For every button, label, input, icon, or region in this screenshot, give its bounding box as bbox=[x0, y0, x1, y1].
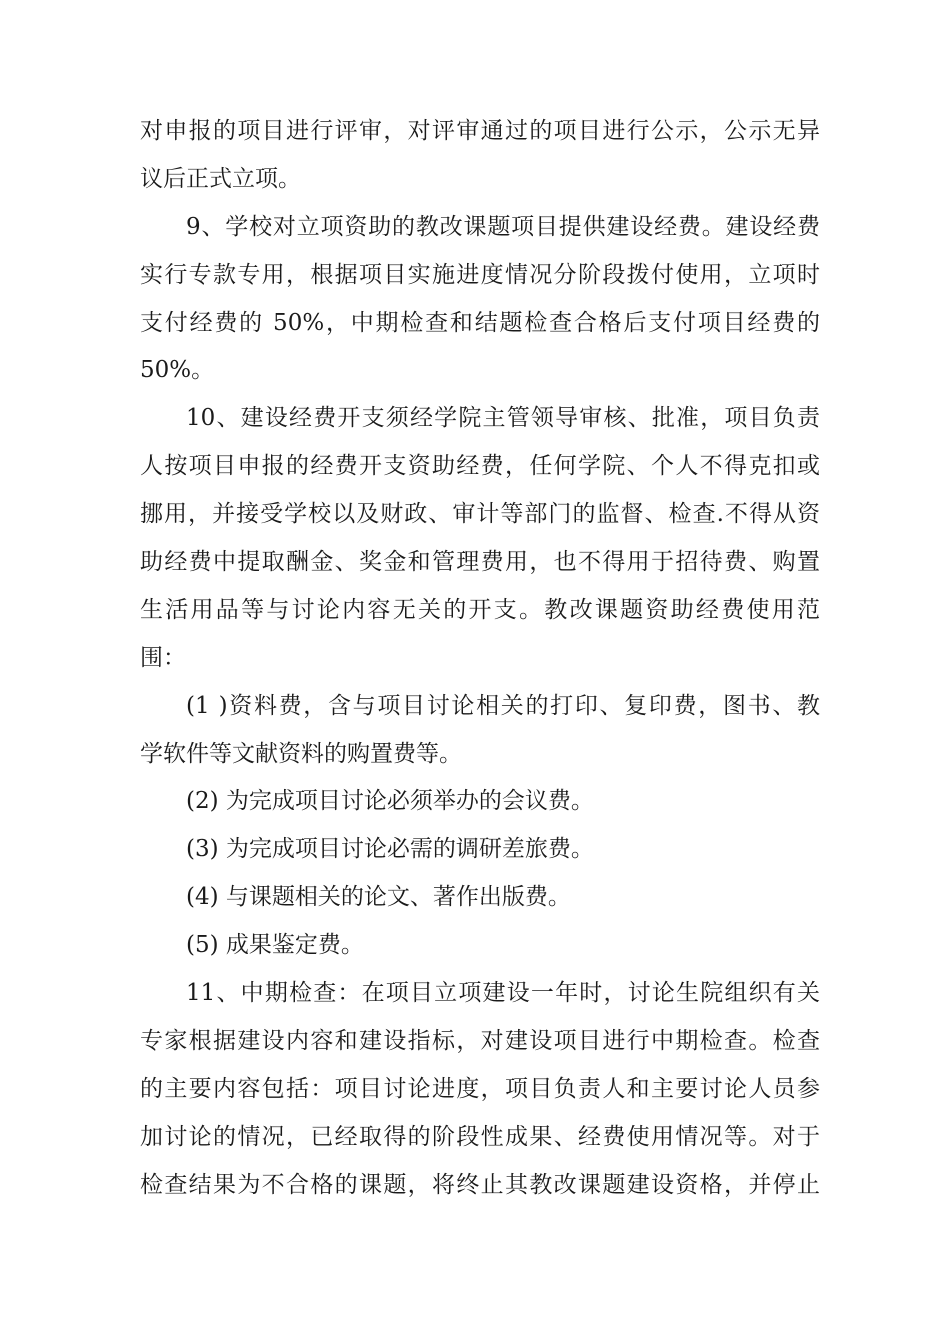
text-line bbox=[140, 204, 820, 252]
text-line bbox=[140, 1114, 820, 1162]
text-line-content: 人按项目申报的经费开支资助经费，任何学院、个人不得克扣或 bbox=[140, 453, 820, 480]
text-line bbox=[140, 778, 820, 826]
text-line-content: (5) 成果鉴定费。 bbox=[186, 932, 364, 959]
text-line bbox=[140, 539, 820, 587]
text-line bbox=[140, 826, 820, 874]
text-line bbox=[140, 491, 820, 539]
text-line bbox=[140, 731, 820, 779]
text-line-content: 加讨论的情况，已经取得的阶段性成果、经费使用情况等。对于 bbox=[140, 1123, 820, 1150]
text-line bbox=[140, 443, 820, 491]
text-line bbox=[140, 874, 820, 922]
text-line bbox=[140, 300, 820, 348]
text-line bbox=[140, 108, 820, 156]
text-line bbox=[140, 635, 820, 683]
text-line-content: 支付经费的 50%，中期检查和结题检查合格后支付项目经费的 bbox=[140, 309, 820, 336]
text-line-content: 学软件等文献资料的购置费等。 bbox=[140, 740, 462, 767]
text-line bbox=[140, 683, 820, 731]
text-line-content: 围： bbox=[140, 644, 186, 671]
text-line-content: (1 )资料费，含与项目讨论相关的打印、复印费，图书、教 bbox=[186, 692, 820, 719]
text-line-content: 生活用品等与讨论内容无关的开支。教改课题资助经费使用范 bbox=[140, 596, 820, 623]
text-line bbox=[140, 156, 820, 204]
text-line bbox=[140, 1162, 820, 1210]
text-line-content: 9、学校对立项资助的教改课题项目提供建设经费。建设经费 bbox=[186, 213, 820, 240]
text-line bbox=[140, 922, 820, 970]
text-line-content: 检查结果为不合格的课题，将终止其教改课题建设资格，并停止 bbox=[140, 1171, 820, 1198]
text-line-content: 专家根据建设内容和建设指标，对建设项目进行中期检查。检查 bbox=[140, 1027, 820, 1054]
text-line-content: 10、建设经费开支须经学院主管领导审核、批准，项目负责 bbox=[186, 405, 820, 432]
text-line-content: 50%。 bbox=[140, 357, 215, 384]
text-line-content: (4) 与课题相关的论文、著作出版费。 bbox=[186, 884, 571, 911]
text-line-content: 挪用，并接受学校以及财政、审计等部门的监督、检查.不得从资 bbox=[140, 501, 820, 528]
text-line-content: 对申报的项目进行评审，对评审通过的项目进行公示，公示无异 bbox=[140, 118, 820, 144]
document-body bbox=[140, 108, 820, 1209]
text-line bbox=[140, 1018, 820, 1066]
text-line-content: 实行专款专用，根据项目实施进度情况分阶段拨付使用，立项时 bbox=[140, 261, 820, 288]
text-line-content: 议后正式立项。 bbox=[140, 165, 301, 192]
text-line-content: (3) 为完成项目讨论必需的调研差旅费。 bbox=[186, 836, 594, 863]
text-line bbox=[140, 347, 820, 395]
text-line bbox=[140, 395, 820, 443]
text-line bbox=[140, 1066, 820, 1114]
text-line bbox=[140, 970, 820, 1018]
text-line bbox=[140, 587, 820, 635]
text-line-content: 的主要内容包括：项目讨论进度，项目负责人和主要讨论人员参 bbox=[140, 1075, 820, 1102]
text-line-content: 助经费中提取酬金、奖金和管理费用，也不得用于招待费、购置 bbox=[140, 549, 820, 576]
text-line-content: (2) 为完成项目讨论必须举办的会议费。 bbox=[186, 788, 594, 815]
text-line bbox=[140, 252, 820, 300]
text-line-content: 11、中期检查：在项目立项建设一年时，讨论生院组织有关 bbox=[186, 980, 820, 1007]
